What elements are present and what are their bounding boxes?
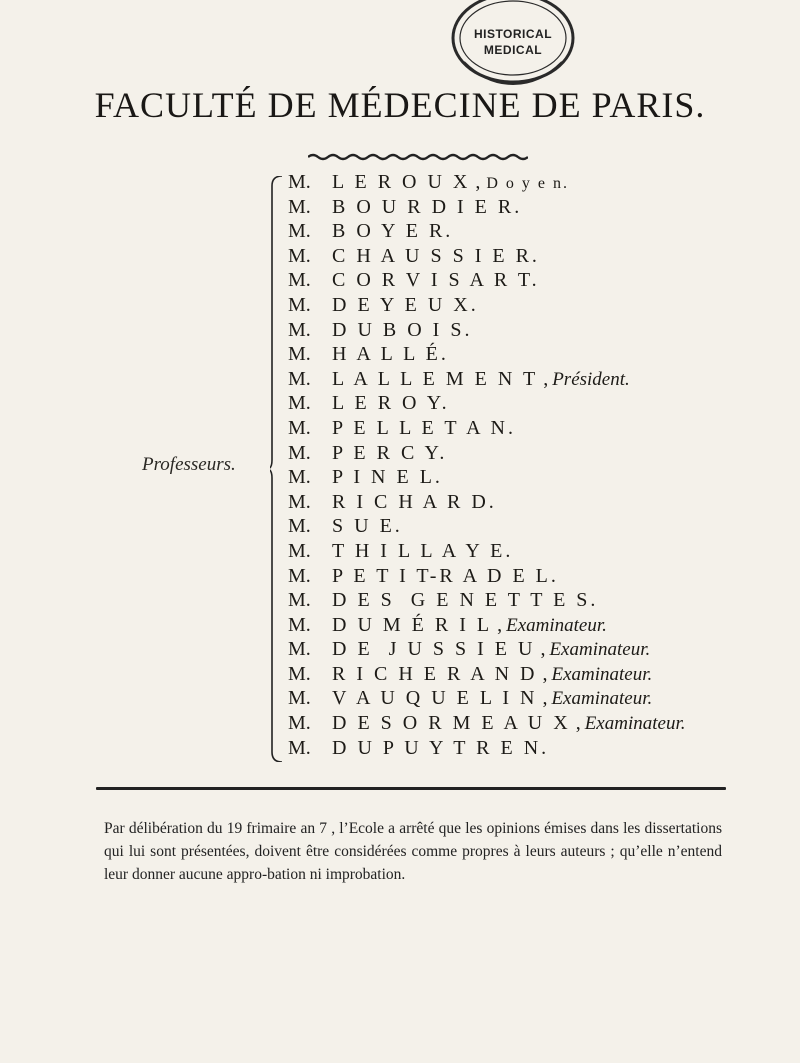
professor-name: V A U Q U E L I N — [332, 687, 538, 710]
title-prefix: M. — [288, 318, 311, 341]
title-prefix: M. — [288, 564, 311, 587]
library-stamp — [446, 0, 580, 88]
list-item — [288, 613, 686, 638]
separator: , — [537, 662, 548, 685]
professor-name: B O Y E R. — [332, 220, 454, 243]
list-item — [288, 268, 686, 293]
notice-paragraph: Par délibération du 19 frimaire an 7 , l’Ecole a arrêté que les opinions émises dans les dissertations qui lui sont présentées, doivent être considérées comme propres à leurs auteurs ; qu’elle n’entend leur donner aucune appro-bation ni improbation. — [104, 819, 722, 883]
professor-name: C O R V I S A R T. — [332, 269, 540, 292]
list-item — [288, 244, 686, 269]
professor-role: Examinateur. — [551, 663, 653, 685]
list-item — [288, 564, 686, 589]
title-prefix: M. — [288, 589, 311, 612]
professor-role: Examinateur. — [584, 713, 686, 735]
professor-role: Examinateur. — [506, 614, 607, 636]
list-item — [288, 391, 686, 416]
title-prefix: M. — [288, 195, 311, 218]
list-item — [288, 588, 686, 613]
list-item — [288, 318, 686, 343]
list-item — [288, 170, 686, 195]
professor-name: S U E. — [332, 515, 403, 538]
professor-role: Examinateur. — [549, 639, 651, 661]
professors-label: Professeurs. — [142, 454, 236, 475]
professor-name: C H A U S S I E R. — [332, 244, 540, 267]
separator: , — [470, 171, 481, 193]
list-item — [288, 195, 686, 220]
professor-name: P E R C Y. — [332, 441, 448, 464]
professor-name: B O U R D I E R. — [332, 195, 523, 218]
professor-name: P I N E L. — [332, 466, 443, 489]
professor-name: L E R O Y. — [332, 392, 450, 415]
horizontal-rule — [96, 787, 726, 790]
separator: , — [537, 687, 548, 710]
list-item — [288, 736, 686, 761]
professor-name: D E S O R M E A U X — [332, 712, 571, 735]
title-prefix: M. — [288, 343, 311, 366]
professor-name: D U P U Y T R E N. — [332, 736, 550, 759]
title-prefix: M. — [288, 367, 311, 390]
list-item — [288, 490, 686, 515]
professor-name: D E S G E N E T T E S. — [332, 589, 599, 612]
title-prefix: M. — [288, 244, 311, 267]
professor-name: L A L L E M E N T — [332, 367, 539, 390]
list-item — [288, 711, 686, 736]
title-prefix: M. — [288, 293, 311, 316]
stamp-line2: MEDICAL — [483, 43, 543, 57]
title-prefix: M. — [288, 662, 311, 685]
title-prefix: M. — [288, 687, 311, 710]
page-title: FACULTÉ DE MÉDECINE DE PARIS. — [94, 85, 706, 125]
list-item — [288, 416, 686, 441]
title-prefix: M. — [288, 515, 311, 538]
list-item — [288, 514, 686, 539]
decorative-rule-ornament — [308, 153, 528, 161]
list-item — [288, 219, 686, 244]
professor-name: R I C H A R D. — [332, 490, 497, 513]
title-prefix: M. — [288, 171, 311, 193]
professor-name: P E T I T-R A D E L. — [332, 564, 559, 587]
list-item — [288, 637, 686, 662]
stamp-line1: HISTORICAL — [473, 27, 553, 41]
separator: , — [535, 638, 546, 661]
separator: , — [492, 613, 503, 636]
list-item — [288, 367, 686, 392]
title-prefix: M. — [288, 712, 311, 735]
brace-bracket — [270, 176, 284, 762]
title-prefix: M. — [288, 736, 311, 759]
professor-name: D U M É R I L — [332, 613, 493, 636]
professor-name: L E R O U X — [332, 171, 471, 193]
list-item — [288, 539, 686, 564]
title-prefix: M. — [288, 269, 311, 292]
professor-list — [288, 170, 686, 760]
title-prefix: M. — [288, 539, 311, 562]
title-prefix: M. — [288, 392, 311, 415]
professor-name: R I C H E R A N D — [332, 662, 538, 685]
professor-name: D U B O I S. — [332, 318, 473, 341]
professor-role: D o y e n. — [480, 175, 570, 192]
list-item — [288, 342, 686, 367]
title-prefix: M. — [288, 441, 311, 464]
title-prefix: M. — [288, 416, 311, 439]
professor-name: D E Y E U X. — [332, 293, 479, 316]
title-prefix: M. — [288, 490, 311, 513]
title-prefix: M. — [288, 638, 311, 661]
list-item — [288, 662, 686, 687]
separator: , — [570, 712, 581, 735]
list-item — [288, 465, 686, 490]
professor-role: Président. — [552, 368, 630, 390]
professor-name: T H I L L A Y E. — [332, 539, 514, 562]
professor-name: D E J U S S I E U — [332, 638, 536, 661]
list-item — [288, 686, 686, 711]
title-prefix: M. — [288, 613, 311, 636]
professor-name: P E L L E T A N. — [332, 416, 516, 439]
list-item — [288, 293, 686, 318]
title-prefix: M. — [288, 220, 311, 243]
separator: , — [538, 367, 549, 390]
professor-name: H A L L É. — [332, 343, 449, 366]
list-item — [288, 441, 686, 466]
professor-role: Examinateur. — [551, 688, 653, 710]
title-prefix: M. — [288, 466, 311, 489]
